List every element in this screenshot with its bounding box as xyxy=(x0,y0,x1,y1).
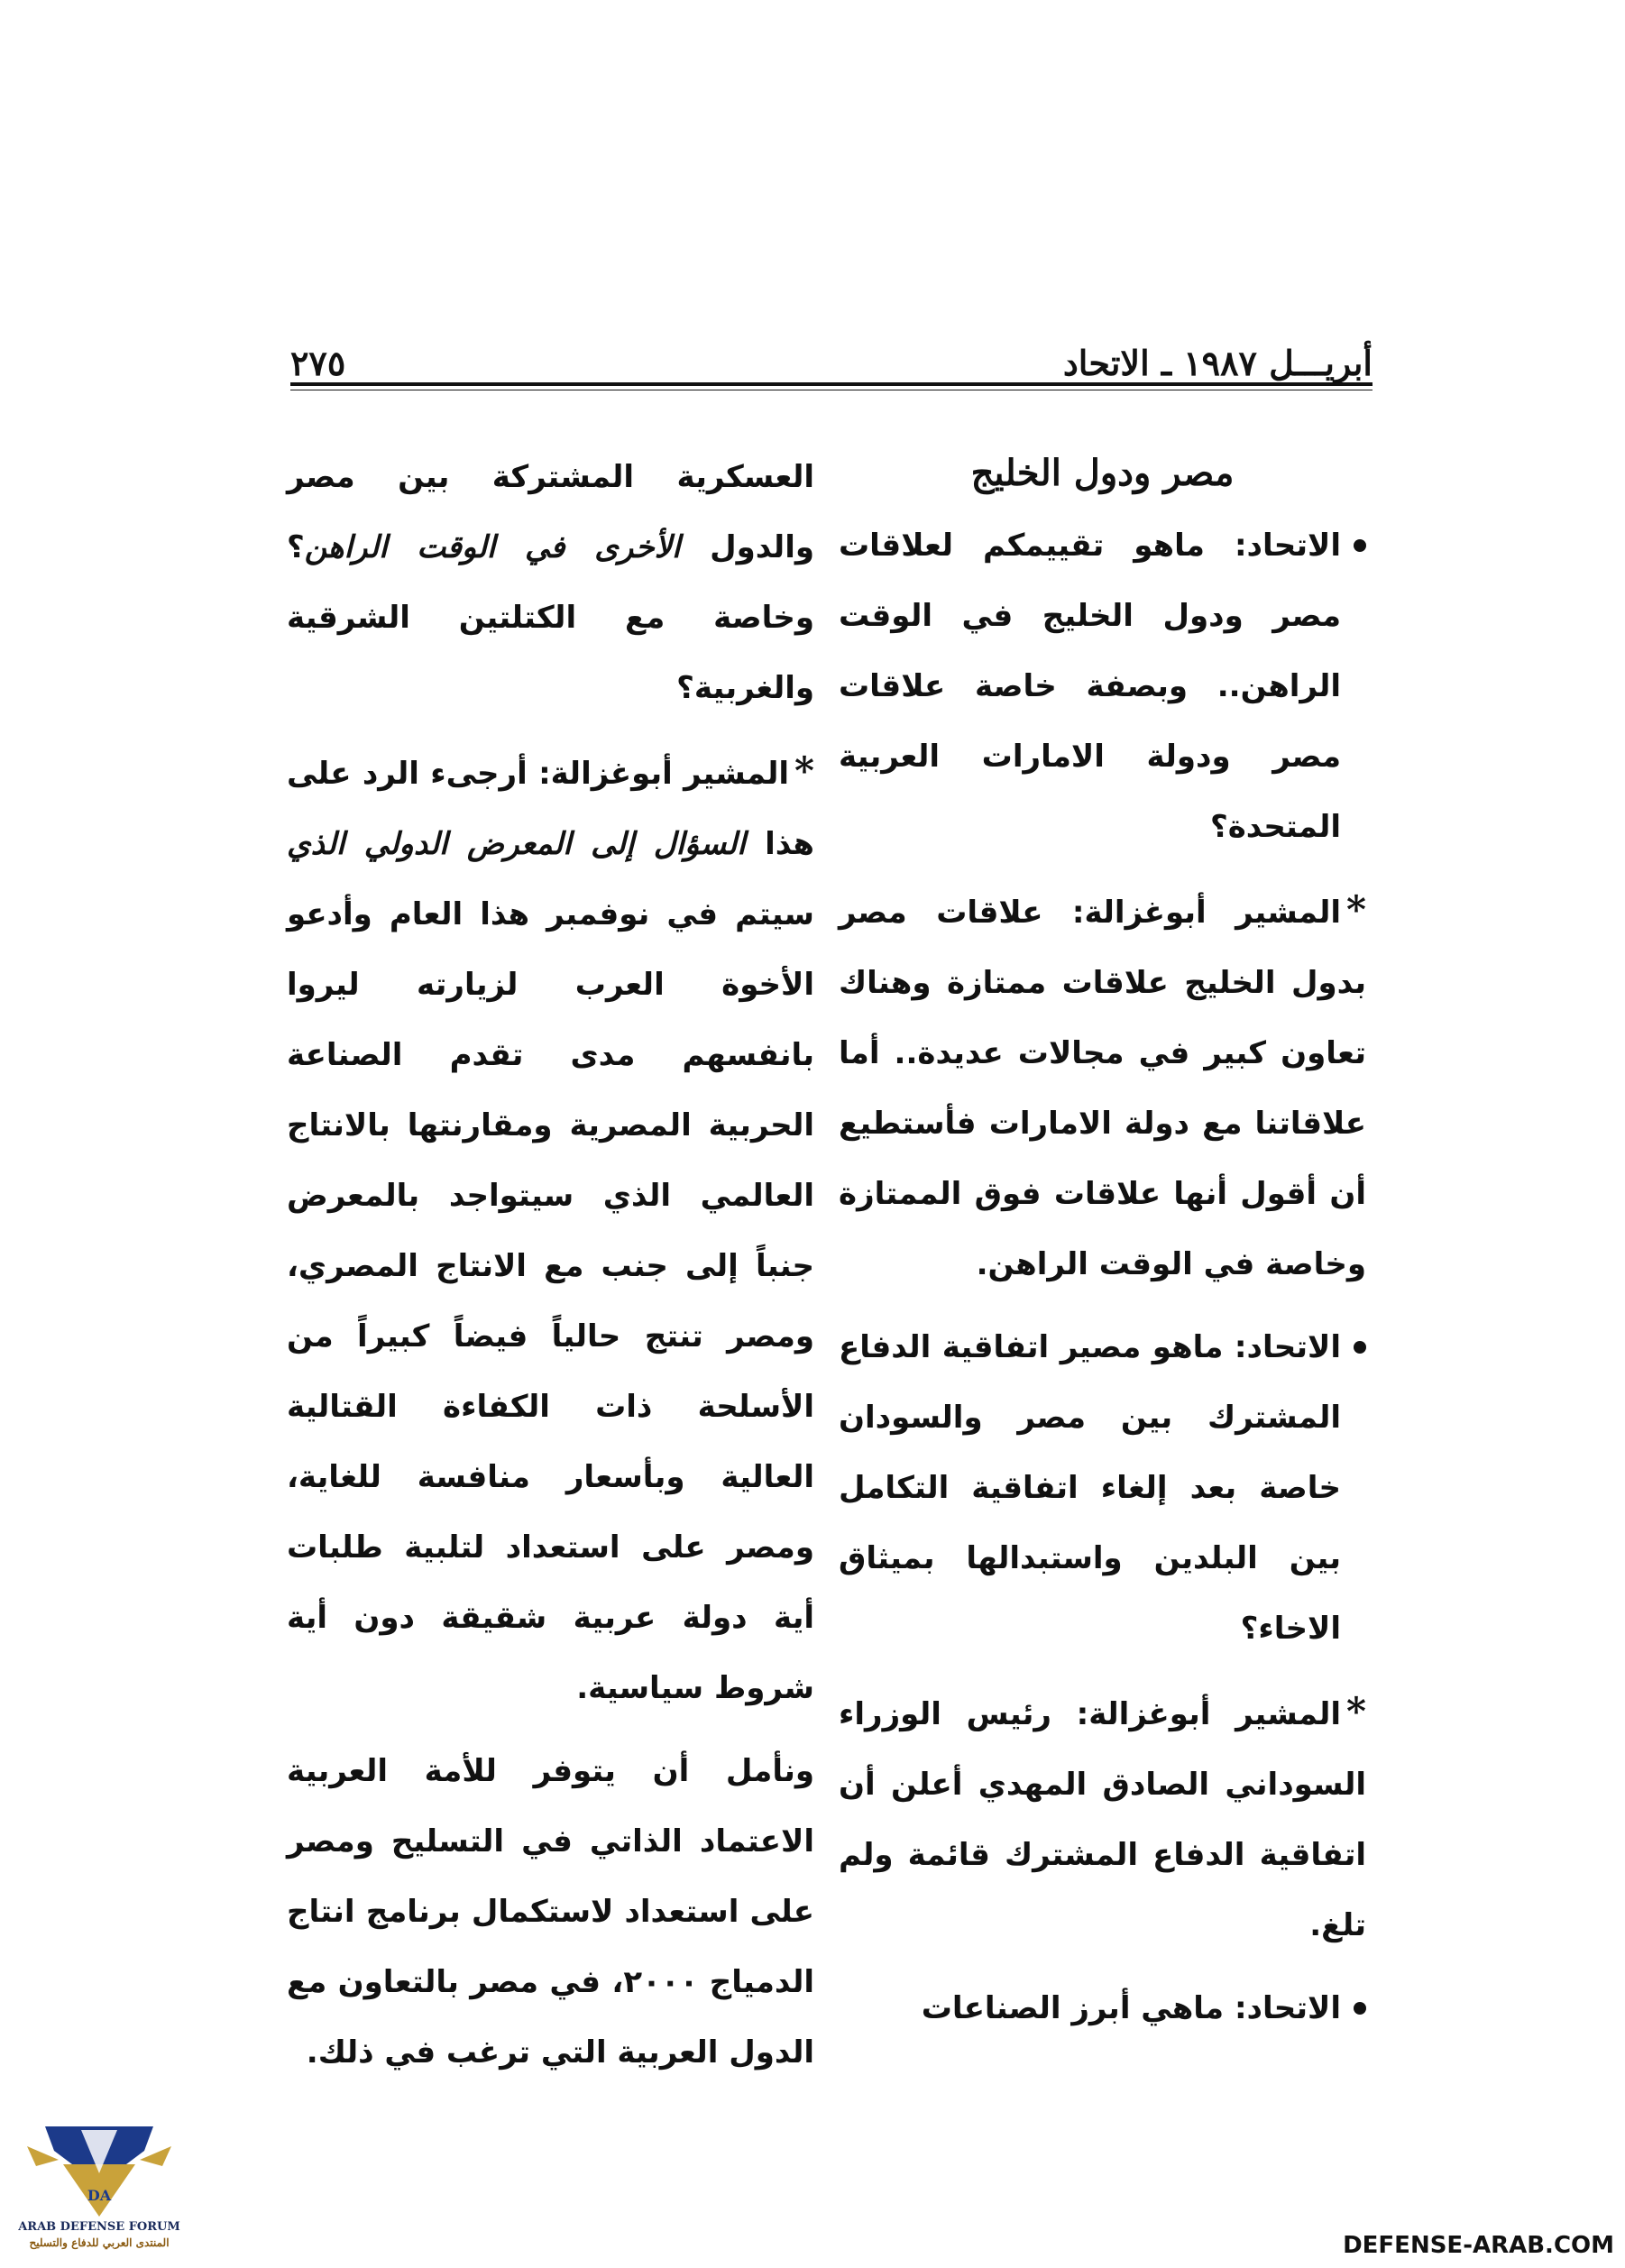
bullet-icon xyxy=(1354,1341,1366,1354)
header-rule xyxy=(290,382,1373,390)
answer-text-italic: السؤال إلى المعرض الدولي الذي xyxy=(287,826,746,862)
site-watermark: DEFENSE-ARAB.COM xyxy=(1343,2232,1614,2259)
question-text-part: ؟ وخاصة مع الكتلتين الشرقية والغربية؟ xyxy=(287,529,814,706)
question-text-italic: الأخرى في الوقت الراهن xyxy=(304,529,681,565)
page-number: ٢٧٥ xyxy=(290,343,346,383)
answer-paragraph xyxy=(839,875,1366,1299)
asterisk-icon: * xyxy=(1346,887,1366,932)
shield-emblem-icon xyxy=(18,2110,180,2223)
forum-logo xyxy=(18,2110,180,2263)
answer-text: المشير أبوغزالة: رئيس الوزراء السوداني الصادق المهدي أعلن أن اتفاقية الدفاع المشترك قائمة ولم تلغ. xyxy=(839,1696,1366,1943)
asterisk-icon: * xyxy=(1346,1689,1366,1733)
logo-text-en: ARAB DEFENSE FORUM xyxy=(18,2220,180,2234)
bullet-icon xyxy=(1354,2002,1366,2015)
bullet-icon xyxy=(1354,539,1366,552)
closing-paragraph: ونأمل أن يتوفر للأمة العربية الاعتماد الذاتي في التسليح ومصر على استعداد لاستكمال برنامج انتاج الدمياج ٢٠٠٠، في مصر بالتعاون مع الدول العربية التي ترغب في ذلك. xyxy=(287,1753,814,2071)
answer-paragraph xyxy=(839,1676,1366,1960)
left-column xyxy=(287,442,814,2100)
answer-text-part: المشير أبوغزالة: أرجىء الرد على هذا xyxy=(287,756,815,862)
asterisk-icon: * xyxy=(794,748,814,793)
question-text-part: العسكرية المشتركة بين مصر والدول xyxy=(287,459,814,565)
question-paragraph xyxy=(839,1973,1366,2043)
running-title: أبريـــل ١٩٨٧ ـ الاتحاد xyxy=(1062,343,1373,383)
question-text: الاتحاد: ماهو تقييمكم لعلاقات مصر ودول الخليج في الوقت الراهن.. وبصفة خاصة علاقات مصر ودولة الامارات العربية المتحدة؟ xyxy=(839,528,1341,845)
question-continuation xyxy=(287,442,814,723)
answer-text: المشير أبوغزالة: علاقات مصر بدول الخليج علاقات ممتازة وهناك تعاون كبير في مجالات عديدة.. أما علاقاتنا مع دولة الامارات فأستطيع أن أقول أنها علاقات فوق الممتازة وخاصة في الوقت الراهن. xyxy=(839,895,1366,1282)
question-text: الاتحاد: ماهو مصير اتفاقية الدفاع المشترك بين مصر والسودان خاصة بعد إلغاء اتفاقية التكامل بين البلدين واستبدالها بميثاق الاخاء؟ xyxy=(839,1329,1341,1647)
answer-paragraph xyxy=(287,736,814,1723)
logo-text-ar: المنتدى العربي للدفاع والتسليح xyxy=(29,2236,170,2249)
page-header xyxy=(290,320,1373,383)
right-column xyxy=(839,442,1366,2056)
logo-letters: DA xyxy=(87,2187,112,2204)
answer-text-part: سيتم في نوفمبر هذا العام وأدعو الأخوة العرب لزيارته ليروا بانفسهم مدى تقدم الصناعة الحربية المصرية ومقارنتها بالانتاج العالمي الذي سيتواجد بالمعرض جنباً إلى جنب مع الانتاج المصري، ومصر تنتج حالياً فيضاً كبيراً من الأسلحة ذات الكفاءة القتالية العالية وبأسعار منافسة للغاية، ومصر على استعداد لتلبية طلبات أية دولة عربية شقيقة دون أية شروط سياسية. xyxy=(287,896,814,1706)
section-title: مصر ودول الخليج xyxy=(970,452,1235,494)
question-paragraph xyxy=(839,1312,1366,1664)
question-text: الاتحاد: ماهي أبرز الصناعات xyxy=(921,1990,1341,2026)
question-paragraph xyxy=(839,510,1366,862)
